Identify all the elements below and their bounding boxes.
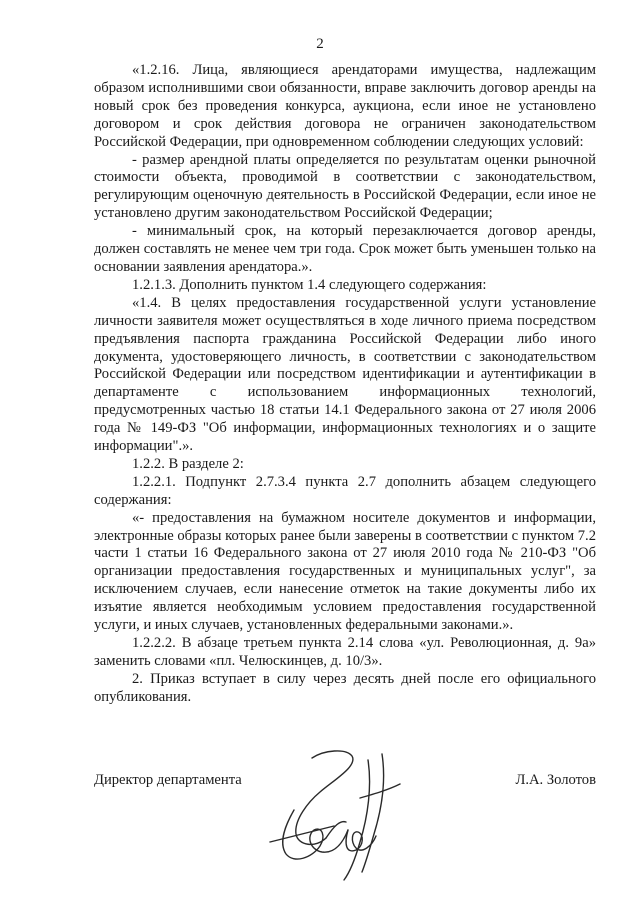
paragraph-1-2-2-1: 1.2.2.1. Подпункт 2.7.3.4 пункта 2.7 дополнить абзацем следующего содержания: (94, 473, 596, 508)
signatory-position: Директор департамента (94, 772, 242, 788)
handwritten-signature (264, 746, 414, 886)
signatory-name: Л.А. Золотов (515, 772, 596, 788)
paragraph-1-4: «1.4. В целях предоставления государственной услуги установление личности заявителя может осуществляться в ходе личного приема посредством предъявления паспорта гражданина Российской Федерации либо иного документа, удостоверяющего личность, в соответствии с законодательством Российской Федерации или посредством идентификации и аутентификации в департаменте с использованием информационных технологий, предусмотренных частью 18 статьи 14.1 Федерального закона от 27 июля 2006 года № 149-ФЗ "Об информации, информационных технологиях и о защите информации".». (94, 294, 596, 455)
page-number: 2 (316, 36, 324, 52)
paragraph-1-2-2: 1.2.2. В разделе 2: (132, 455, 244, 472)
paragraph-rent-condition: - размер арендной платы определяется по результатам оценки рыночной стоимости объекта, проводимой в соответствии с законодательством, регулирующим оценочную деятельность в Российской Федерации, если иное не установлено другим законодательством Российской Федерации; (94, 151, 596, 222)
paragraph-effective-date: 2. Приказ вступает в силу через десять дней после его официального опубликования. (94, 670, 596, 705)
paragraph-1-2-2-2: 1.2.2.2. В абзаце третьем пункта 2.14 слова «ул. Революционная, д. 9а» заменить словами «пл. Челюскинцев, д. 10/3». (94, 635, 596, 669)
document-body (94, 62, 596, 707)
paragraph-1-2-16: «1.2.16. Лица, являющиеся арендаторами имущества, надлежащим образом исполнившими свои обязанности, вправе заключить договор аренды на новый срок без проведения конкурса, аукциона, если иное не установлено договором и срок действия договора не ограничен законодательством Российской Федерации, при одновременном соблюдении следующих условий: (94, 62, 596, 150)
signature-block (94, 772, 596, 892)
paragraph-paper-documents: «- предоставления на бумажном носителе документов и информации, электронные образы которых ранее были заверены в соответствии с пунктом 7.2 части 1 статьи 16 Федерального закона от 27 июля 2010 года № 210-ФЗ "Об организации предоставления государственных и муниципальных услуг", за исключением случаев, если нанесение отметок на такие документы либо их изъятие является необходимым условием предоставления государственной услуги, и иных случаев, установленных федеральными законами.». (94, 509, 596, 634)
paragraph-1-2-1-3: 1.2.1.3. Дополнить пунктом 1.4 следующего содержания: (132, 276, 487, 293)
paragraph-term-condition: - минимальный срок, на который перезаключается договор аренды, должен составлять не менее чем три года. Срок может быть уменьшен только на основании заявления арендатора.». (94, 223, 596, 275)
